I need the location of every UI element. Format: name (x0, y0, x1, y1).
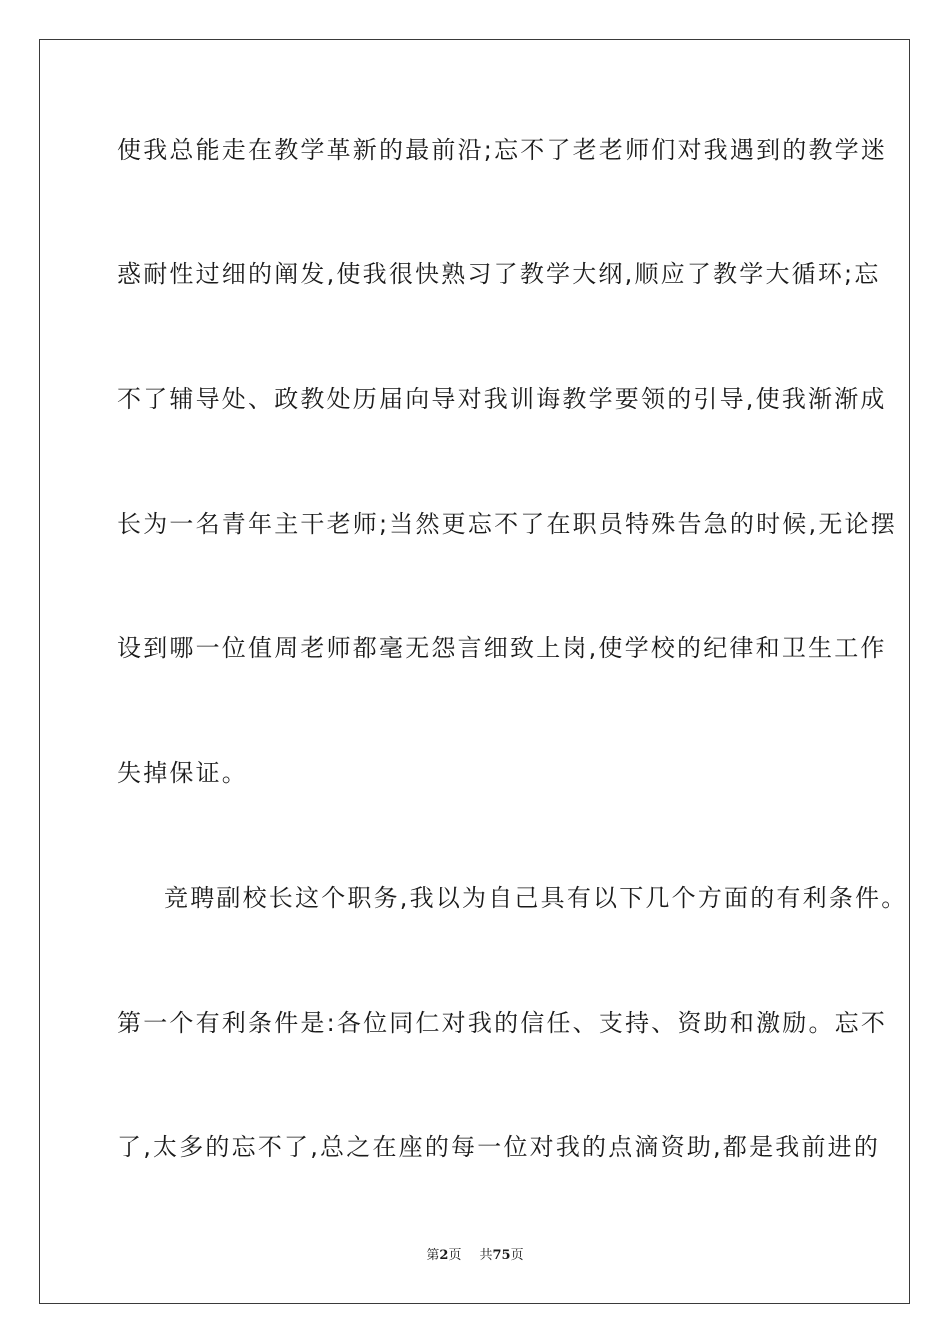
body-text-line-5: 设到哪一位值周老师都毫无怨言细致上岗,使学校的纪律和卫生工作 (117, 634, 887, 662)
paragraph-start-line: 竞聘副校长这个职务,我以为自己具有以下几个方面的有利条件。 (164, 884, 908, 912)
page-frame (39, 39, 910, 1304)
body-text-line-8: 第一个有利条件是:各位同仁对我的信任、支持、资助和激励。忘不 (117, 1009, 888, 1037)
total-pages: 75 (492, 1248, 511, 1263)
page-prefix: 第 (426, 1248, 440, 1263)
body-text-line-3: 不了辅导处、政教处历届向导对我训诲教学要领的引导,使我渐渐成 (117, 385, 887, 413)
body-text-line-1: 使我总能走在教学革新的最前沿;忘不了老老师们对我遇到的教学迷 (117, 136, 888, 164)
body-text-line-2: 惑耐性过细的阐发,使我很快熟习了教学大纲,顺应了教学大循环;忘 (117, 260, 881, 288)
body-text-line-9: 了,太多的忘不了,总之在座的每一位对我的点滴资助,都是我前进的 (117, 1133, 881, 1161)
total-prefix: 共 (479, 1248, 493, 1263)
page-suffix: 页 (448, 1248, 462, 1263)
page-footer (0, 1248, 950, 1264)
body-text-line-4: 长为一名青年主干老师;当然更忘不了在职员特殊告急的时候,无论摆 (117, 510, 897, 538)
total-suffix: 页 (510, 1248, 524, 1263)
body-text-line-6: 失掉保证。 (117, 759, 248, 787)
page-number: 2 (439, 1248, 449, 1263)
